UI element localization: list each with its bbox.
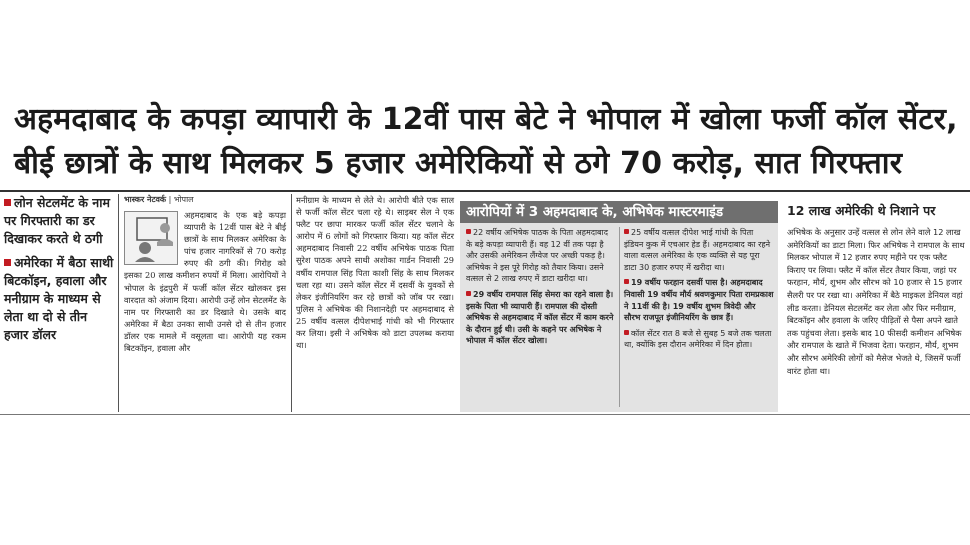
accused-info-box xyxy=(460,223,778,412)
illustration-image xyxy=(124,211,178,265)
article-column-2 xyxy=(296,194,454,351)
side-story-title: 12 लाख अमेरिकी थे निशाने पर xyxy=(787,203,936,218)
red-dot-icon xyxy=(466,291,471,296)
headline-line-1: अहमदाबाद के कपड़ा व्यापारी के 12वीं पास बेटे ने भोपाल में खोला फर्जी कॉल सेंटर, xyxy=(14,102,958,137)
red-dot-icon xyxy=(624,330,629,335)
box-item: कॉल सेंटर रात 8 बजे से सुबह 5 बजे तक चलता था, क्योंकि इस दौरान अमेरिका में दिन होता। xyxy=(624,328,772,350)
red-dot-icon xyxy=(624,279,629,284)
column-divider xyxy=(118,194,119,412)
bottom-divider xyxy=(0,414,970,415)
headline xyxy=(14,98,959,186)
box-divider xyxy=(619,227,620,407)
red-dot-icon xyxy=(466,229,471,234)
highlights-column xyxy=(4,194,114,350)
article-text-1: अहमदाबाद के एक बड़े कपड़ा व्यापारी के 12वीं पास बेटे ने बीई छात्रों के साथ मिलकर अमेरिका के पांच हजार नागरिकों से 70 करोड़ रुपए की ठगी की। गिरोह को इसका 20 लाख कमीशन रुपयों में मिला। आरोपियों ने भोपाल के इंद्रपुरी में फर्जी कॉल सेंटर खोलकर इस वारदात को अंजाम दिया। आरोपी उन्हें लोन सेटलमेंट के नाम पर गिरफ्तारी का डर दिखाते थे। उसके बाद अमेरिका में बैठा उनका साथी उनसे दो से तीन हजार डॉलर एक मामले में वसूलता था। आरोपी यह रकम बिटकॉइन, हवाला और xyxy=(124,210,286,354)
box-column-left xyxy=(466,227,616,351)
top-divider xyxy=(0,190,970,192)
caller-headset-icon xyxy=(125,212,177,264)
box-item: 29 वर्षीय रामपाल सिंह सेमरा का रहने वाला है। इसके पिता भी व्यापारी हैं। रामपाल की दोस्ती अभिषेक से अहमदाबाद में कॉल सेंटर में काम करने के दौरान हुई थी। उसी के कहने पर अभिषेक ने भोपाल में कॉल सेंटर खोला। xyxy=(466,289,614,346)
column-divider xyxy=(291,194,292,412)
article-text-2: मनीग्राम के माध्यम से लेते थे। आरोपी बीते एक साल से फर्जी कॉल सेंटर चला रहे थे। साइबर सेल ने एक फ्लैट पर छापा मारकर फर्जी कॉल सेंटर चलाने के आरोप में 6 लोगों को गिरफ्तार किया। यह कॉल सेंटर अहमदाबाद निवासी 22 वर्षीय अभिषेक पाठक पिता सुरेश पाठक अपने साथी अशोका गार्डन निवासी 29 वर्षीय रामपाल सिंह पिता काशी सिंह के साथ मिलकर चला रहा था। उसने कॉल सेंटर में दसवीं के युवकों से लेकर इंजीनियरिंग कर रहे छात्रों को जॉब पर रखा। पुलिस ने अभिषेक की निशानदेही पर अहमदाबाद से 25 वर्षीय वत्सल दीपेशभाई गांधी को भी गिरफ्तार कर लिया। इसी ने अभिषेक को डाटा उपलब्ध कराया था। xyxy=(296,195,454,351)
red-dot-icon xyxy=(624,229,629,234)
box-item: 19 वर्षीय फरहान दसवीं पास है। अहमदाबाद निवासी 19 वर्षीय मौर्य श्रवणकुमार पिता रामप्रकाश ने 11वीं की है। 19 वर्षीय शुभम त्रिवेदी और सौरभ राजपूत इंजीनियरिंग के छात्र हैं। xyxy=(624,278,774,323)
highlight-item: अमेरिका में बैठा साथी बिटकॉइन, हवाला और मनीग्राम के माध्यम से लेता था दो से तीन हजार डॉलर xyxy=(4,255,114,342)
box-column-right xyxy=(624,227,774,355)
headline-line-2: बीई छात्रों के साथ मिलकर 5 हजार अमेरिकियों से ठगे 70 करोड़, सात गिरफ्तार xyxy=(14,146,903,181)
red-square-icon xyxy=(4,199,11,206)
red-square-icon xyxy=(4,259,11,266)
byline: भास्कर नेटवर्क | भोपाल xyxy=(124,195,194,204)
highlight-item: लोन सेटलमेंट के नाम पर गिरफ्तारी का डर दिखाकर करते थे ठगी xyxy=(4,195,110,246)
side-story-text: अभिषेक के अनुसार उन्हें वत्सल से लोन लेने वाले 12 लाख अमेरिकियों का डाटा मिला। फिर अभिषेक ने रामपाल के साथ मिलकर भोपाल में 12 हजार रुपए महीने पर एक फ्लैट किराए पर लिया। फ्लैट में कॉल सेंटर तैयार किया, जहां पर फरहान, मौर्य, शुभम और सौरभ को 10 हजार से 15 हजार सैलरी पर पर रखा था। अमेरिका में बैठे माइकल डेनियल वहां लीड करता। डेनियल सेटलमेंट कर लेता और फिर मनीग्राम, बिटकॉइन और हवाला के जरिए पीड़ितों से पैसा अपने खाते तक पहुंचवा लेता। इसके बाद 10 फीसदी कमीशन अभिषेक और रामपाल के खाते में भिजवा देता। फरहान, मौर्य, शुभम और सौरभ अमेरिकी लोगों को मैसेज भेजते थे, जिसमें फर्जी वारंट होता था। xyxy=(787,227,965,376)
box-title: आरोपियों में 3 अहमदाबाद के, अभिषेक मास्टरमाइंड xyxy=(460,201,778,223)
article-column-1 xyxy=(124,194,286,354)
box-item: 25 वर्षीय वत्सल दीपेश भाई गांधी के पिता इंडियन कुक में एचआर हेड हैं। अहमदाबाद का रहने वाला वत्सल अमेरिका के एक व्यक्ति से यह पूरा डाटा 30 हजार रुपए में खरीदा था। xyxy=(624,228,771,272)
box-item: 22 वर्षीय अभिषेक पाठक के पिता अहमदाबाद के बड़े कपड़ा व्यापारी हैं। वह 12 वीं तक पढ़ा है और उसकी अमेरिकन लैंग्वेज पर अच्छी पकड़ है। अभिषेक ने इस पूरे गिरोह को तैयार किया। उसने वत्सल से 2 लाख रुपए में डाटा खरीदा था। xyxy=(466,228,608,284)
